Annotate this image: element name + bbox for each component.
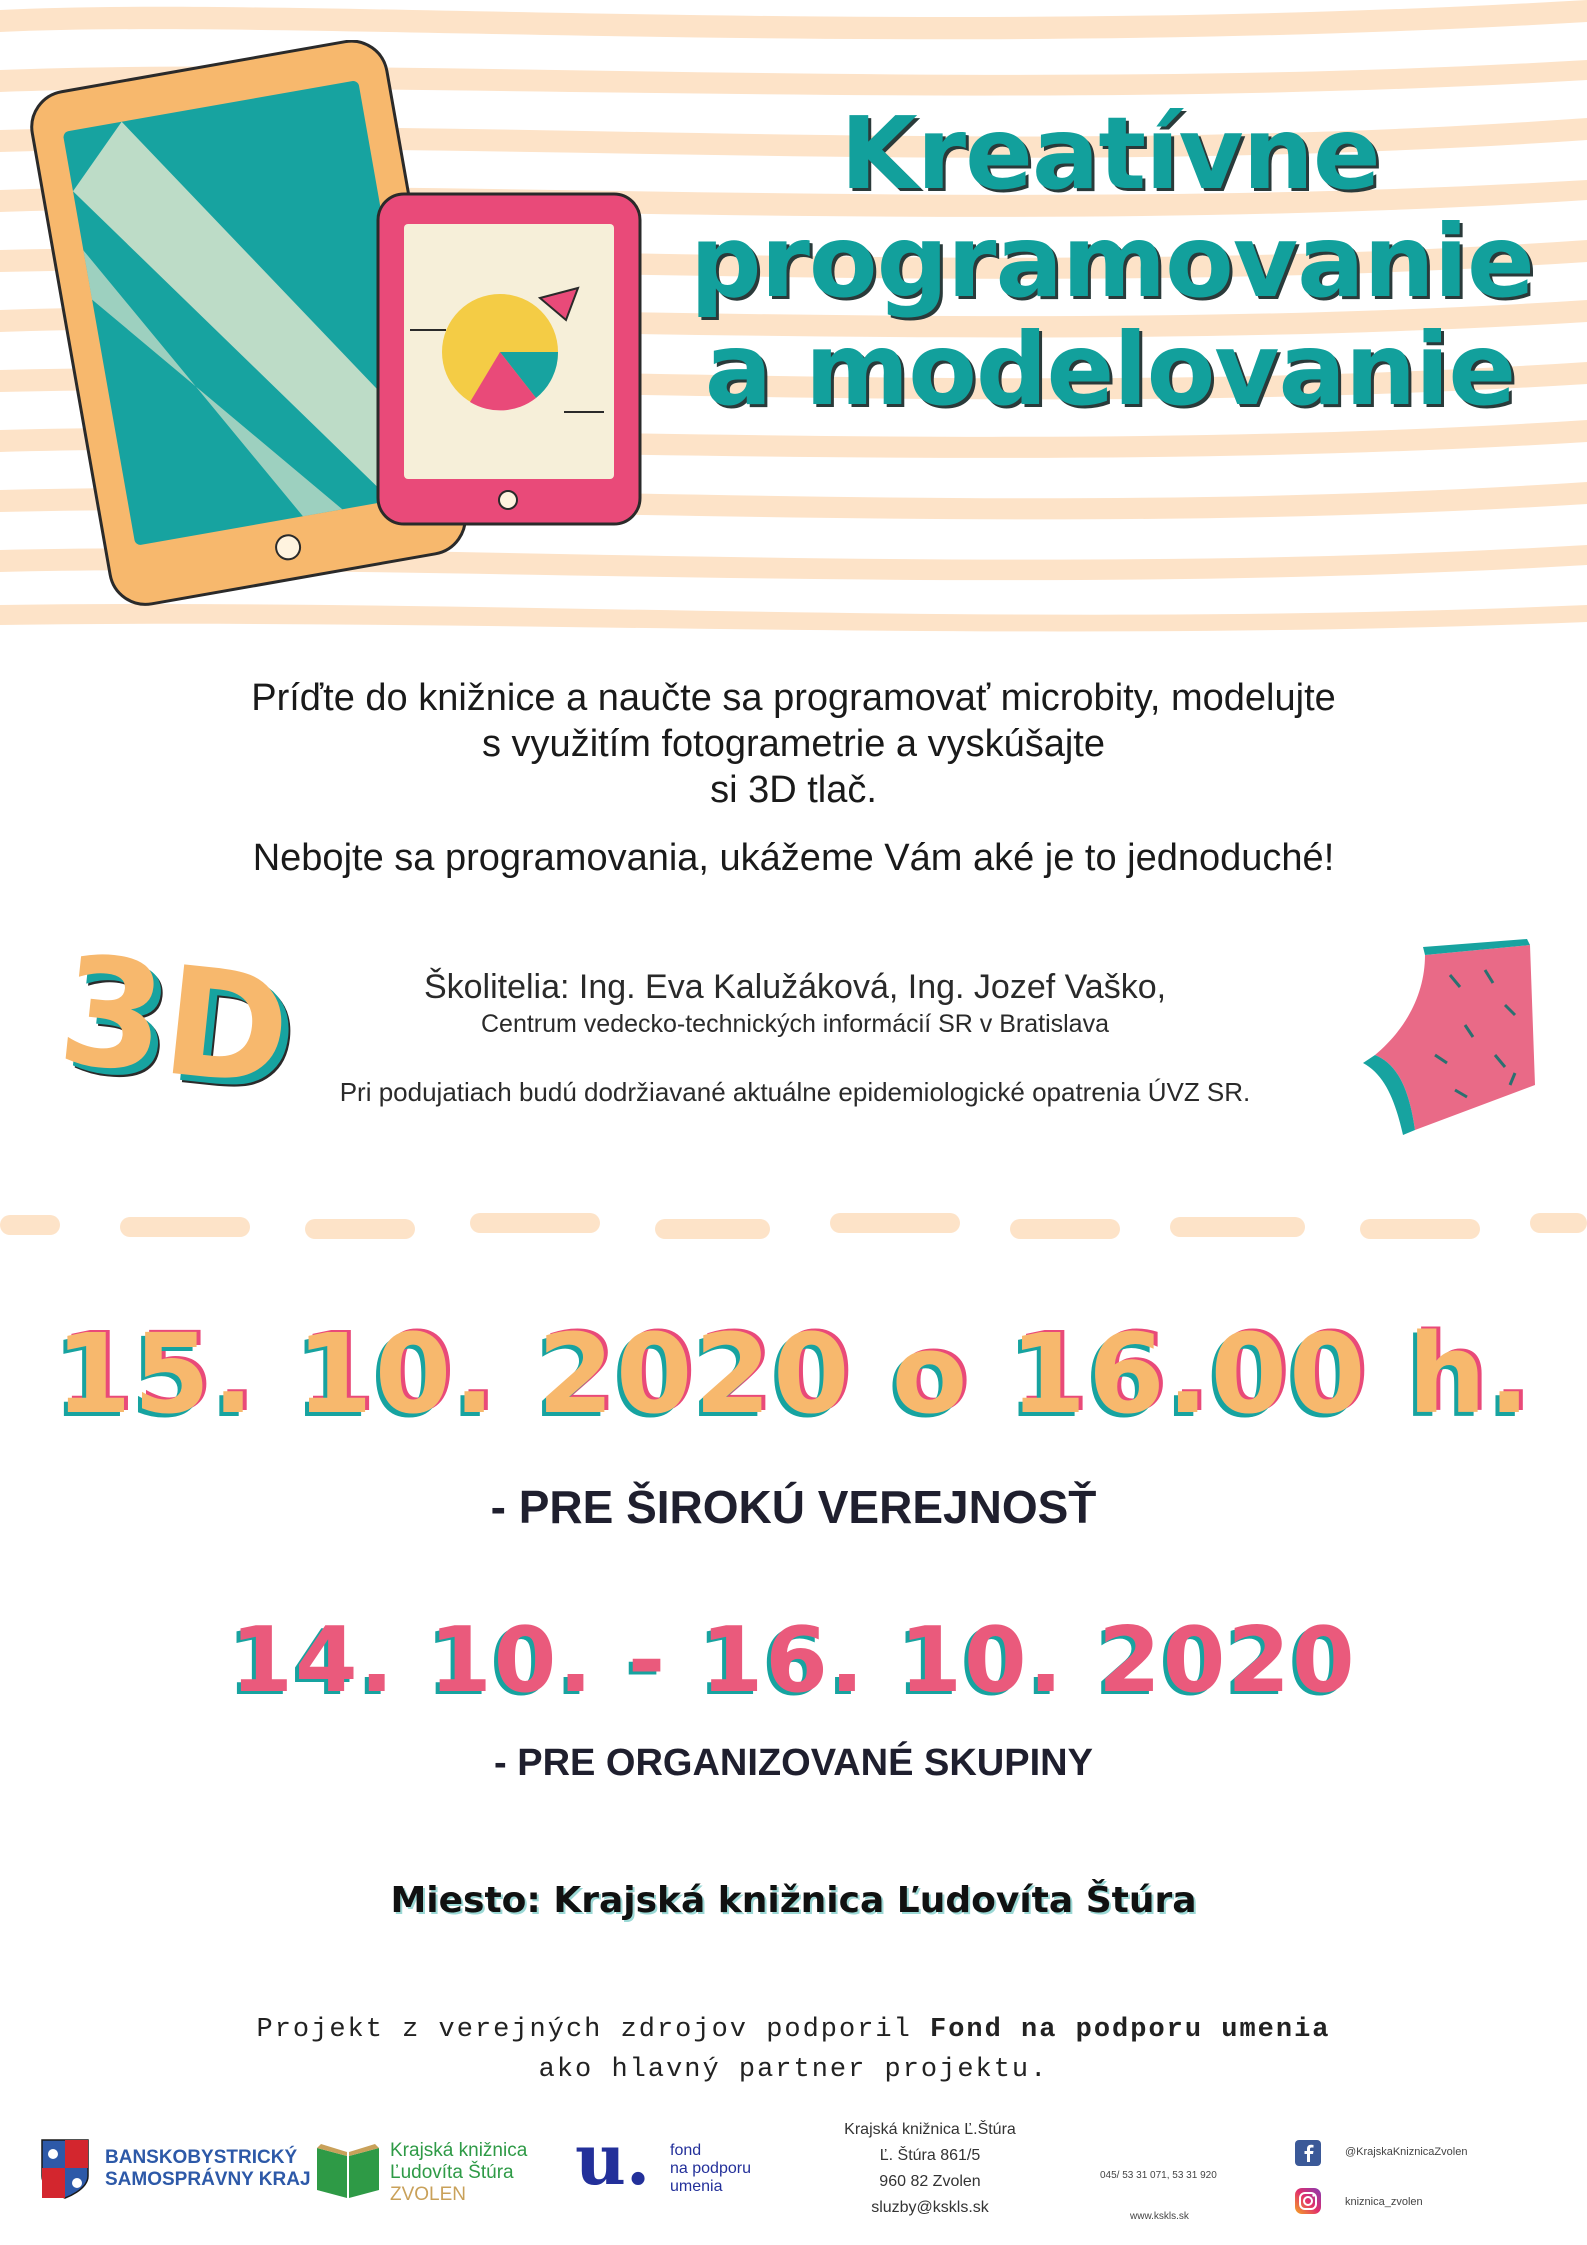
3d-badge: 3D (51, 923, 298, 1121)
instagram-icon[interactable] (1295, 2188, 1321, 2214)
fpu-logo-mark: u. (575, 2118, 651, 2201)
intro-line-3: si 3D tlač. (710, 769, 877, 811)
trainers-institution: Centrum vedecko-technických informácií SR v Bratislava (480, 1010, 1109, 1038)
bbsk-line-2: SAMOSPRÁVNY KRAJ (105, 2169, 311, 2190)
project-funding-note (0, 2010, 1587, 2090)
address-line-2: Ľ. Štúra 861/5 (879, 2147, 981, 2164)
title-line-1: Kreatívne (840, 95, 1380, 212)
poster-title (690, 95, 1534, 428)
intro-line-1: Príďte do knižnice a naučte sa programovať microbity, modelujte (251, 677, 1336, 719)
address-email[interactable]: sluzby@kskls.sk (871, 2199, 989, 2216)
library-line-3: ZVOLEN (390, 2184, 467, 2205)
facebook-icon[interactable] (1295, 2140, 1321, 2166)
address-line-1: Krajská knižnica Ľ.Štúra (844, 2121, 1016, 2138)
facebook-handle[interactable]: @KrajskaKniznicaZvolen (1345, 2146, 1468, 2158)
website-link[interactable]: www.kskls.sk (1130, 2211, 1189, 2222)
pink-shape-decoration (1355, 935, 1555, 1145)
library-logo-text (390, 2140, 527, 2206)
small-tablet-pie-illustration (368, 180, 653, 535)
public-audience: - PRE ŠIROKÚ VEREJNOSŤ (490, 1481, 1097, 1533)
title-line-3: a modelovanie (704, 311, 1516, 428)
dashed-divider (0, 1195, 1587, 1255)
library-book-icon (315, 2140, 381, 2200)
intro-text (0, 675, 1587, 813)
project-prefix: Projekt z verejných zdrojov podporil (256, 2015, 912, 2045)
fpu-line-1: fond (670, 2142, 702, 2159)
title-line-2: programovanie (690, 203, 1534, 320)
fpu-line-2: na podporu (670, 2160, 751, 2177)
event-location: Miesto: Krajská knižnica Ľudovíta Štúra (390, 1880, 1197, 1921)
bbsk-crest-icon (40, 2138, 90, 2200)
project-fund-name: Fond na podporu umenia (930, 2015, 1331, 2045)
instagram-handle[interactable]: kniznica_zvolen (1345, 2196, 1423, 2208)
project-line-2: ako hlavný partner projektu. (538, 2055, 1049, 2085)
library-line-2: Ľudovíta Štúra (390, 2162, 514, 2183)
intro-line-2: s využitím fotogrametrie a vyskúšajte (482, 723, 1105, 765)
bbsk-line-1: BANSKOBYSTRICKÝ (105, 2147, 298, 2168)
bbsk-logo-text (105, 2147, 311, 2191)
library-line-1: Krajská knižnica (390, 2140, 528, 2161)
covid-notice: Pri podujatiach budú dodržiavané aktuálne epidemiologické opatrenia ÚVZ SR. (339, 1077, 1251, 1107)
group-event-dates: 14. 10. - 16. 10. 2020 (230, 1608, 1357, 1713)
fpu-logo-text (670, 2142, 751, 2196)
address-line-3: 960 82 Zvolen (879, 2173, 981, 2190)
intro-encouragement: Nebojte sa programovania, ukážeme Vám aké je to jednoduché! (252, 837, 1335, 879)
phone-numbers: 045/ 53 31 071, 53 31 920 (1100, 2170, 1217, 2181)
trainers-names: Školitelia: Ing. Eva Kalužáková, Ing. Jozef Vaško, (423, 968, 1167, 1006)
library-address (820, 2117, 1040, 2221)
fpu-line-3: umenia (670, 2178, 723, 2195)
public-event-date: 15. 10. 2020 o 16.00 h. (55, 1310, 1532, 1438)
group-audience: - PRE ORGANIZOVANÉ SKUPINY (494, 1742, 1093, 1784)
